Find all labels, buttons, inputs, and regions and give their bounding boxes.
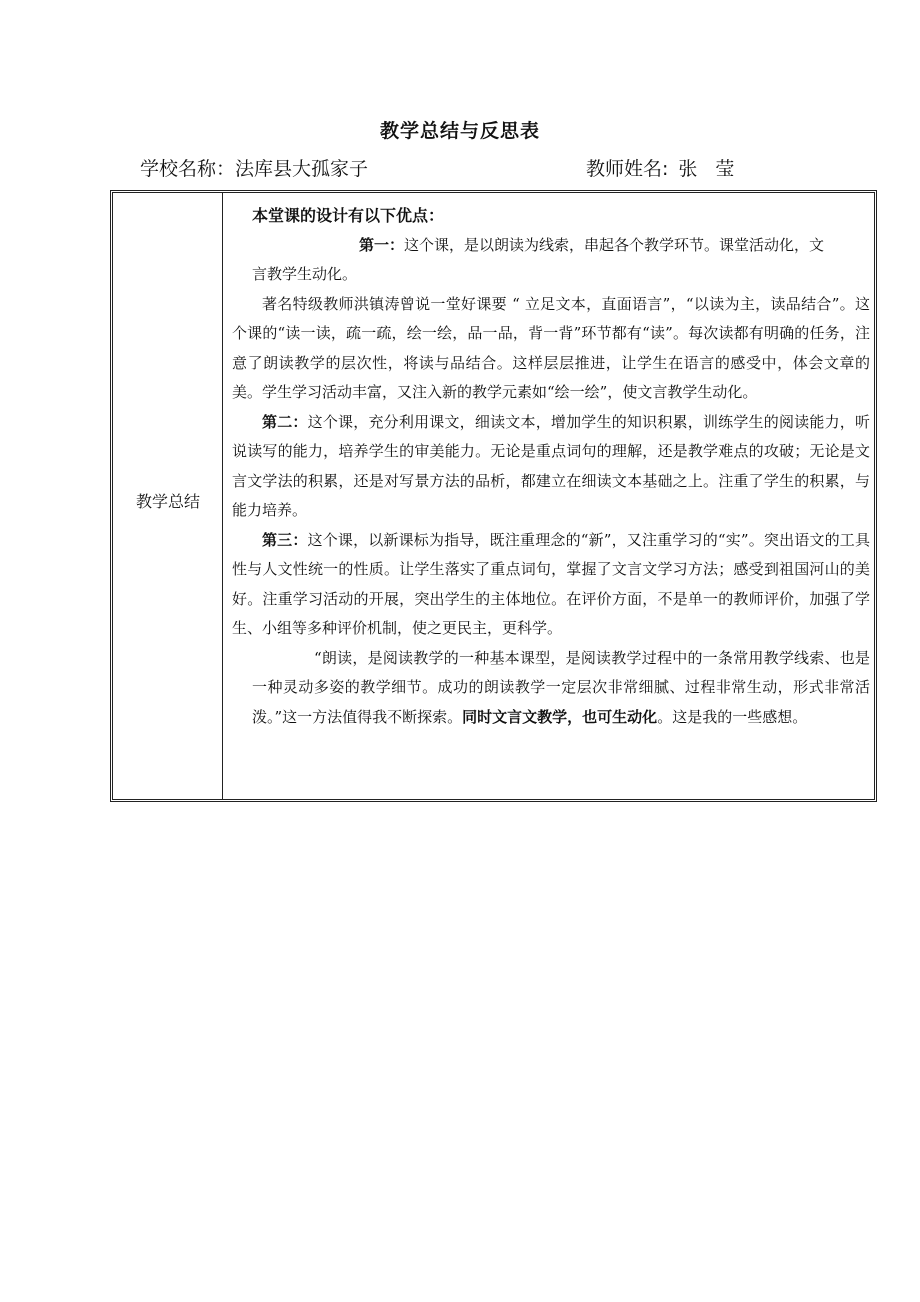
point-first-text2: 言教学生动化。 <box>252 265 358 283</box>
paragraph-first-line1 <box>252 231 870 261</box>
point-first-text: 这个课，是以朗读为线索，串起各个教学环节。课堂活动化，文 <box>404 235 825 254</box>
teacher-label: 教师姓名: <box>586 158 669 180</box>
point-first-lead: 第一： <box>359 235 405 254</box>
paragraph-closing <box>232 644 870 733</box>
school-field <box>140 154 368 181</box>
row-label: 教学总结 <box>135 492 200 511</box>
closing-text: “朗读，是阅读教学的一种基本课型，是阅读教学过程中的一条常用教学线索、也是一种灵动多姿的教学细节。成功的朗读教学一定层次非常细腻、过程非常生动，形式非常活泼。”这一方法值得我不断探索。 <box>252 648 870 726</box>
paragraph-third <box>232 526 870 644</box>
point-third-lead: 第三： <box>262 530 308 549</box>
teacher-value: 张莹 <box>678 158 753 180</box>
page-title: 教学总结与反思表 <box>379 120 540 142</box>
closing-bold: 同时文言文教学，也可生动化 <box>462 707 658 726</box>
summary-content <box>232 201 870 732</box>
closing-tail: 。这是我的一些感想。 <box>657 707 808 726</box>
school-value: 法库县大孤家子 <box>235 158 369 180</box>
teacher-field <box>586 154 752 181</box>
summary-table <box>110 190 877 802</box>
point-second-text: 这个课，充分利用课文，细读文本，增加学生的知识积累，训练学生的阅读能力，听说读写的能力，培养学生的审美能力。无论是重点词句的理解，还是教学难点的攻破；无论是文言文学法的积累，还是对写景方法的品析，都建立在细读文本基础之上。注重了学生的积累，与能力培养。 <box>232 412 870 519</box>
paragraph-second <box>232 408 870 526</box>
point-third-text: 这个课，以新课标为指导，既注重理念的“新”，又注重学习的“实”。突出语文的工具性与人文性统一的性质。让学生落实了重点词句，掌握了文言文学习方法；感受到祖国河山的美好。注重学习活动的开展，突出学生的主体地位。在评价方面，不是单一的教师评价，加强了学生、小组等多种评价机制，使之更民主，更科学。 <box>232 530 870 637</box>
content-heading: 本堂课的设计有以下优点： <box>252 206 445 225</box>
school-label: 学校名称： <box>140 158 236 180</box>
paragraph-quote: 著名特级教师洪镇涛曾说一堂好课要 “ 立足文本，直面语言”，“以读为主，读品结合”。这个课的“读一读，疏一疏，绘一绘，品一品，背一背”环节都有“读”。每次读都有明确的任务，注意了朗读教学的层次性，将读与品结合。这样层层推进，让学生在语言的感受中，体会文章的美。学生学习活动丰富，又注入新的教学元素如“绘一绘”，使文言教学生动化。 <box>232 294 870 401</box>
row-label-cell <box>113 193 223 799</box>
info-row <box>140 154 800 182</box>
paragraph-first <box>232 231 870 290</box>
point-second-lead: 第二： <box>262 412 308 431</box>
